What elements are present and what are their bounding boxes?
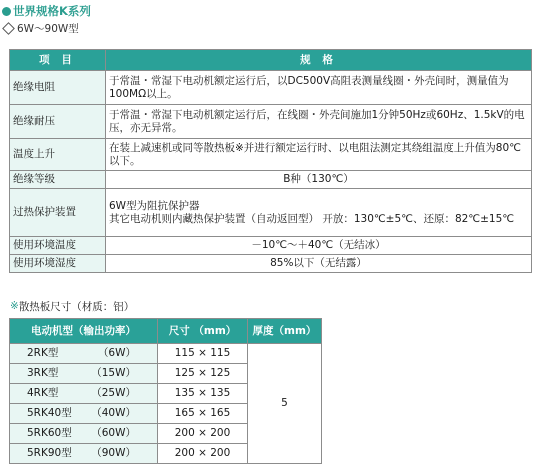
model-cell — [10, 384, 158, 404]
row-spec-value: B种（130℃） — [106, 171, 532, 189]
model-name: 2RK型 — [27, 347, 59, 359]
model-power: （90W） — [91, 447, 136, 459]
diamond-icon — [2, 22, 15, 35]
model-power: （40W） — [91, 407, 136, 419]
row-spec-value: 于常温・常湿下电动机额定运行后，在线圈・外壳间施加1分钟50Hz或60Hz、1.5kV的电压，亦无异常。 — [106, 105, 532, 139]
size-cell: 125 × 125 — [158, 364, 248, 384]
model-power: （25W） — [91, 387, 136, 399]
col-size-header: 尺寸 （mm） — [158, 319, 248, 344]
model-name: 5RK90型 — [27, 447, 72, 459]
series-subtitle-text: 6W～90W型 — [17, 22, 79, 35]
table-row — [10, 171, 532, 189]
col-thickness-header: 厚度（mm） — [248, 319, 322, 344]
row-item-label: 绝缘耐压 — [10, 105, 106, 139]
size-cell: 200 × 200 — [158, 424, 248, 444]
table-row — [10, 139, 532, 171]
series-subtitle — [2, 21, 79, 35]
model-cell — [10, 364, 158, 384]
model-cell — [10, 424, 158, 444]
table-row — [10, 105, 532, 139]
note-text: 散热板尺寸（材质：铝） — [18, 300, 135, 313]
size-cell: 165 × 165 — [158, 404, 248, 424]
model-power: （6W） — [97, 347, 136, 359]
model-name: 5RK60型 — [27, 427, 72, 439]
col-model-header: 电动机型（输出功率） — [10, 319, 158, 344]
size-cell: 200 × 200 — [158, 444, 248, 464]
spec-table — [9, 49, 532, 273]
row-item-label: 绝缘电阻 — [10, 71, 106, 105]
row-spec-value: 6W型为阻抗保护器 其它电动机则内藏热保护装置（自动返回型） 开放：130℃±5℃、还原：82℃±15℃ — [106, 189, 532, 237]
col-item-header: 项 目 — [10, 50, 106, 71]
table-row — [10, 189, 532, 237]
row-item-label: 使用环境温度 — [10, 237, 106, 255]
table-row — [10, 237, 532, 255]
series-title-text: 世界规格K系列 — [13, 4, 91, 18]
bullet-icon — [2, 7, 11, 16]
model-name: 4RK型 — [27, 387, 59, 399]
model-power: （15W） — [91, 367, 136, 379]
row-item-label: 过热保护装置 — [10, 189, 106, 237]
thickness-cell: 5 — [248, 344, 322, 464]
model-power: （60W） — [91, 427, 136, 439]
row-spec-value: 于常温・常湿下电动机额定运行后，以DC500V高阻表测量线圈・外壳间时，测量值为100MΩ以上。 — [106, 71, 532, 105]
table-row — [10, 71, 532, 105]
model-cell — [10, 444, 158, 464]
row-spec-value: 85%以下（无结露） — [106, 255, 532, 273]
note-mark: ※ — [10, 300, 19, 312]
model-name: 3RK型 — [27, 367, 59, 379]
heatsink-note — [10, 299, 134, 313]
table-row — [10, 344, 322, 364]
series-title — [2, 3, 91, 19]
heatsink-table-header — [10, 319, 322, 344]
row-spec-value: 在装上减速机或同等散热板※并进行额定运行时、以电阻法测定其绕组温度上升值为80℃以下。 — [106, 139, 532, 171]
model-name: 5RK40型 — [27, 407, 72, 419]
size-cell: 135 × 135 — [158, 384, 248, 404]
col-spec-header: 规 格 — [106, 50, 532, 71]
spec-table-header — [10, 50, 532, 71]
model-cell — [10, 404, 158, 424]
heatsink-table — [9, 318, 322, 464]
row-item-label: 使用环境湿度 — [10, 255, 106, 273]
table-row — [10, 255, 532, 273]
row-item-label: 温度上升 — [10, 139, 106, 171]
size-cell: 115 × 115 — [158, 344, 248, 364]
model-cell — [10, 344, 158, 364]
row-item-label: 绝缘等级 — [10, 171, 106, 189]
row-spec-value: －10℃～＋40℃（无结冰） — [106, 237, 532, 255]
